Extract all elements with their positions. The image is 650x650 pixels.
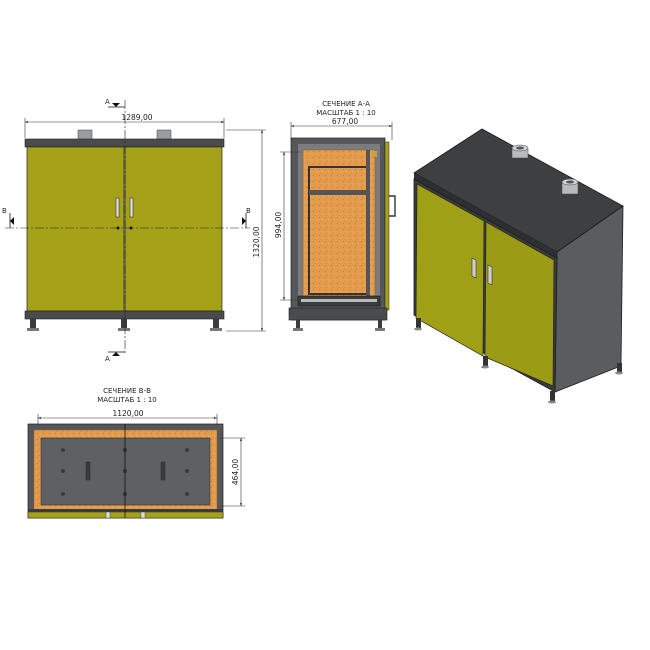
- iso-handle-left: [472, 258, 476, 278]
- iso-chimney-back: [512, 145, 528, 158]
- iso-leg: [483, 356, 488, 366]
- section-bb-slot-left: [86, 462, 90, 480]
- section-aa-scale: МАСШТАБ 1 : 10: [316, 109, 376, 117]
- section-aa-insulation: [303, 150, 375, 296]
- section-aa-depth-dimension: 677,00: [331, 117, 359, 126]
- section-aa-view: [274, 100, 395, 331]
- section-bb-scale: МАСШТАБ 1 : 10: [97, 396, 157, 404]
- iso-leg: [550, 391, 555, 401]
- section-bb-depth-dimension: 464,00: [231, 458, 240, 486]
- section-mark-b-right: B: [246, 207, 251, 215]
- front-chimney-right: [157, 130, 171, 140]
- front-leg: [121, 319, 127, 328]
- section-bb-slot-right: [161, 462, 165, 480]
- section-bb-view: [28, 387, 245, 518]
- front-top-plate: [25, 139, 224, 147]
- section-aa-title: СЕЧЕНИЕ А-А: [322, 100, 370, 108]
- section-bb-doors: [28, 512, 223, 518]
- front-base-rail: [25, 311, 224, 319]
- front-leg: [213, 319, 219, 328]
- front-foot: [118, 328, 130, 331]
- section-aa-height-dimension: 994,00: [274, 211, 283, 239]
- front-door-right: [125, 147, 222, 311]
- front-height-dimension: 1320,00: [252, 226, 261, 258]
- front-handle-left: [116, 198, 119, 217]
- section-mark-b-left: B: [2, 207, 7, 215]
- front-view: [2, 98, 266, 363]
- iso-chimney-front: [562, 179, 578, 194]
- front-chimney-left: [78, 130, 92, 140]
- section-aa-door-edge: [385, 142, 389, 310]
- front-door-left: [27, 147, 124, 311]
- iso-leg: [617, 363, 622, 372]
- section-mark-a-top: A: [105, 98, 110, 106]
- section-aa-shelf: [309, 190, 368, 195]
- section-aa-base: [289, 308, 387, 320]
- front-leg: [30, 319, 36, 328]
- iso-leg: [416, 318, 421, 328]
- section-aa-handle: [389, 196, 395, 216]
- section-mark-a-bottom: A: [105, 355, 110, 363]
- front-width-dimension: 1289,00: [121, 113, 153, 122]
- front-foot: [27, 328, 39, 331]
- front-handle-right: [130, 198, 133, 217]
- section-bb-width-dimension: 1120,00: [112, 409, 144, 418]
- section-bb-title: СЕЧЕНИЕ В-В: [103, 387, 151, 395]
- front-foot: [210, 328, 222, 331]
- iso-handle-right: [488, 265, 492, 285]
- isometric-view: [414, 129, 623, 404]
